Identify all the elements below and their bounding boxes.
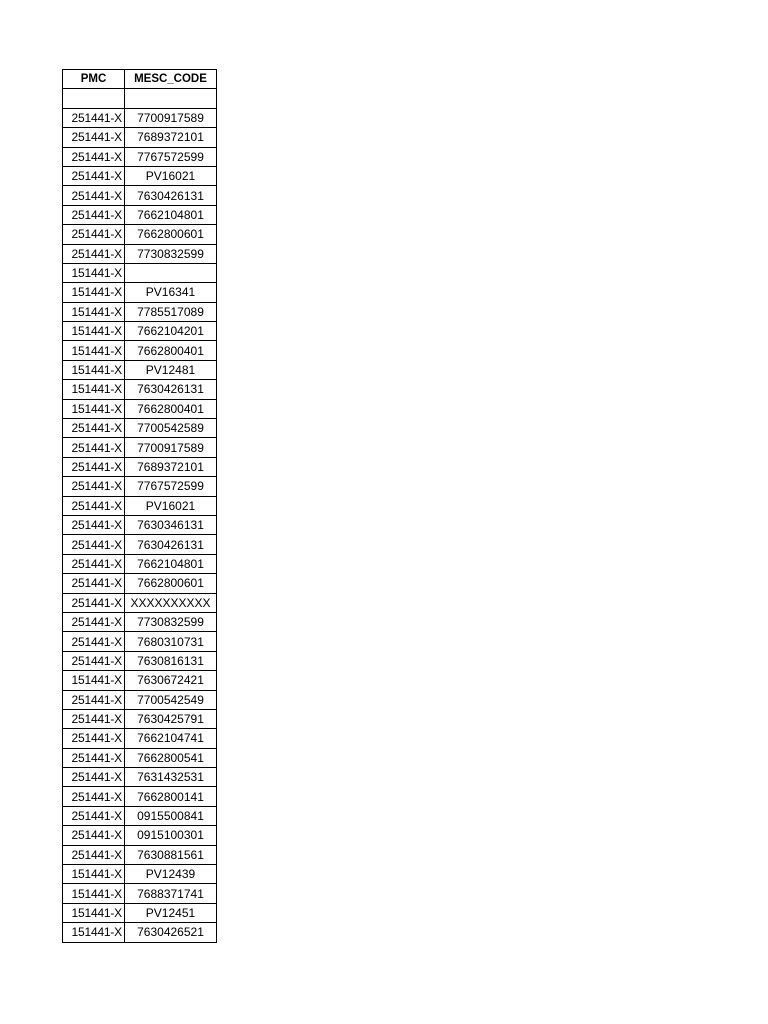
table-row [63, 748, 217, 767]
table-row [63, 205, 217, 224]
table-row [63, 477, 217, 496]
mesc-code-cell[interactable]: 7688371741 [125, 884, 217, 903]
mesc-code-cell[interactable]: 7767572599 [125, 477, 217, 496]
table-body [63, 89, 217, 942]
pmc-cell[interactable] [63, 89, 125, 108]
mesc-code-cell[interactable]: 7662800601 [125, 225, 217, 244]
table-row [63, 128, 217, 147]
table-row [63, 108, 217, 127]
table-row [63, 690, 217, 709]
pmc-cell[interactable]: 251441-X [63, 419, 125, 438]
header-row [63, 70, 217, 89]
table-row [63, 302, 217, 321]
mesc-code-cell[interactable]: 7700917589 [125, 438, 217, 457]
mesc-code-cell[interactable]: 0915500841 [125, 806, 217, 825]
column-header-pmc[interactable]: PMC [63, 70, 125, 89]
table-row [63, 671, 217, 690]
pmc-cell[interactable]: 251441-X [63, 826, 125, 845]
table-row [63, 884, 217, 903]
pmc-cell[interactable]: 251441-X [63, 225, 125, 244]
mesc-code-cell[interactable]: 7662800401 [125, 399, 217, 418]
pmc-cell[interactable]: 251441-X [63, 477, 125, 496]
mesc-code-cell[interactable]: 7630881561 [125, 845, 217, 864]
mesc-code-cell[interactable] [125, 89, 217, 108]
table-row [63, 865, 217, 884]
mesc-code-cell[interactable]: PV12451 [125, 903, 217, 922]
pmc-cell[interactable]: 251441-X [63, 108, 125, 127]
mesc-code-cell[interactable]: PV16021 [125, 496, 217, 515]
table-row [63, 515, 217, 534]
pmc-cell[interactable]: 151441-X [63, 865, 125, 884]
mesc-code-cell[interactable]: 7662104741 [125, 729, 217, 748]
pmc-cell[interactable]: 251441-X [63, 438, 125, 457]
pmc-cell[interactable]: 151441-X [63, 341, 125, 360]
pmc-cell[interactable]: 151441-X [63, 399, 125, 418]
mesc-code-cell[interactable]: 7630425791 [125, 709, 217, 728]
mesc-code-cell[interactable]: 7785517089 [125, 302, 217, 321]
pmc-cell[interactable]: 251441-X [63, 186, 125, 205]
pmc-cell[interactable]: 151441-X [63, 903, 125, 922]
table-row [63, 186, 217, 205]
mesc-code-cell[interactable]: XXXXXXXXXX [125, 593, 217, 612]
table-row [63, 360, 217, 379]
mesc-code-cell[interactable]: PV12439 [125, 865, 217, 884]
table-row [63, 89, 217, 108]
mesc-code-cell[interactable]: 7680310731 [125, 632, 217, 651]
pmc-cell[interactable]: 251441-X [63, 768, 125, 787]
mesc-code-cell[interactable]: PV16341 [125, 283, 217, 302]
mesc-code-cell[interactable] [125, 263, 217, 282]
pmc-cell[interactable]: 251441-X [63, 651, 125, 670]
mesc-code-cell[interactable]: PV16021 [125, 166, 217, 185]
pmc-cell[interactable]: 251441-X [63, 554, 125, 573]
mesc-code-cell[interactable]: 7662800141 [125, 787, 217, 806]
table-row [63, 166, 217, 185]
mesc-code-cell[interactable]: 7662800601 [125, 574, 217, 593]
table-row [63, 399, 217, 418]
pmc-cell[interactable]: 251441-X [63, 535, 125, 554]
mesc-code-cell[interactable]: 7630672421 [125, 671, 217, 690]
mesc-code-cell[interactable]: 7630426131 [125, 186, 217, 205]
column-header-mesc-code[interactable]: MESC_CODE [125, 70, 217, 89]
table-row [63, 923, 217, 942]
table-row [63, 845, 217, 864]
mesc-code-cell[interactable]: 7730832599 [125, 612, 217, 631]
mesc-code-cell[interactable]: 7631432531 [125, 768, 217, 787]
table-row [63, 729, 217, 748]
pmc-cell[interactable]: 251441-X [63, 515, 125, 534]
pmc-cell[interactable]: 251441-X [63, 128, 125, 147]
table-row [63, 554, 217, 573]
mesc-code-cell[interactable]: 7630816131 [125, 651, 217, 670]
table-row [63, 496, 217, 515]
pmc-cell[interactable]: 251441-X [63, 787, 125, 806]
pmc-cell[interactable]: 251441-X [63, 709, 125, 728]
table-row [63, 651, 217, 670]
mesc-code-cell[interactable]: 7662800541 [125, 748, 217, 767]
pmc-cell[interactable]: 151441-X [63, 263, 125, 282]
pmc-cell[interactable]: 251441-X [63, 806, 125, 825]
mesc-code-cell[interactable]: 7662104801 [125, 205, 217, 224]
table-row [63, 806, 217, 825]
table-row [63, 535, 217, 554]
pmc-cell[interactable]: 151441-X [63, 671, 125, 690]
mesc-code-cell[interactable]: 7630346131 [125, 515, 217, 534]
table-row [63, 341, 217, 360]
pmc-cell[interactable]: 151441-X [63, 283, 125, 302]
pmc-cell[interactable]: 151441-X [63, 380, 125, 399]
table-row [63, 612, 217, 631]
mesc-code-cell[interactable]: PV12481 [125, 360, 217, 379]
pmc-cell[interactable]: 251441-X [63, 574, 125, 593]
mesc-code-cell[interactable]: 7730832599 [125, 244, 217, 263]
pmc-cell[interactable]: 151441-X [63, 923, 125, 942]
table-row [63, 787, 217, 806]
mesc-code-cell[interactable]: 7700917589 [125, 108, 217, 127]
pmc-cell[interactable]: 151441-X [63, 322, 125, 341]
mesc-code-cell[interactable]: 7662104201 [125, 322, 217, 341]
mesc-code-cell[interactable]: 7630426521 [125, 923, 217, 942]
mesc-code-cell[interactable]: 7767572599 [125, 147, 217, 166]
table-row [63, 225, 217, 244]
table-row [63, 263, 217, 282]
table-row [63, 438, 217, 457]
mesc-code-cell[interactable]: 7662104801 [125, 554, 217, 573]
pmc-cell[interactable]: 251441-X [63, 690, 125, 709]
mesc-code-cell[interactable]: 0915100301 [125, 826, 217, 845]
mesc-code-cell[interactable]: 7630426131 [125, 535, 217, 554]
pmc-cell[interactable]: 251441-X [63, 612, 125, 631]
pmc-cell[interactable]: 251441-X [63, 457, 125, 476]
table-row [63, 283, 217, 302]
table-row [63, 419, 217, 438]
mesc-code-cell[interactable]: 7689372101 [125, 128, 217, 147]
table-row [63, 244, 217, 263]
table-row [63, 322, 217, 341]
mesc-code-cell[interactable]: 7630426131 [125, 380, 217, 399]
table-row [63, 147, 217, 166]
mesc-code-cell[interactable]: 7700542549 [125, 690, 217, 709]
pmc-cell[interactable]: 251441-X [63, 845, 125, 864]
pmc-cell[interactable]: 151441-X [63, 360, 125, 379]
table-row [63, 768, 217, 787]
table-row [63, 903, 217, 922]
pmc-cell[interactable]: 251441-X [63, 748, 125, 767]
table-row [63, 632, 217, 651]
pmc-cell[interactable]: 251441-X [63, 166, 125, 185]
pmc-cell[interactable]: 151441-X [63, 302, 125, 321]
table-row [63, 457, 217, 476]
pmc-cell[interactable]: 251441-X [63, 729, 125, 748]
pmc-cell[interactable]: 251441-X [63, 632, 125, 651]
table-row [63, 593, 217, 612]
pmc-cell[interactable]: 251441-X [63, 593, 125, 612]
table-row [63, 709, 217, 728]
pmc-cell[interactable]: 251441-X [63, 147, 125, 166]
table-row [63, 380, 217, 399]
table-row [63, 574, 217, 593]
pmc-cell[interactable]: 251441-X [63, 244, 125, 263]
pmc-cell[interactable]: 251441-X [63, 205, 125, 224]
spreadsheet-table [62, 69, 217, 943]
mesc-code-cell[interactable]: 7689372101 [125, 457, 217, 476]
mesc-code-cell[interactable]: 7700542589 [125, 419, 217, 438]
pmc-cell[interactable]: 151441-X [63, 884, 125, 903]
mesc-code-cell[interactable]: 7662800401 [125, 341, 217, 360]
table-row [63, 826, 217, 845]
pmc-cell[interactable]: 251441-X [63, 496, 125, 515]
